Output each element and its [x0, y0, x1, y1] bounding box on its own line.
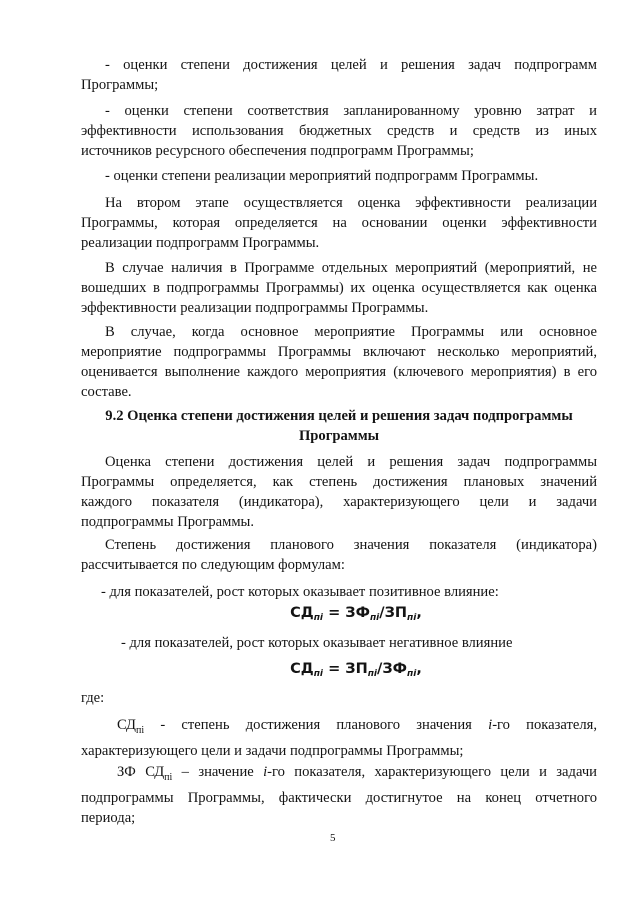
- formula-equals: =: [323, 661, 346, 677]
- definition-actual-value: [81, 762, 597, 828]
- paragraph-activities-assessment: [81, 166, 597, 186]
- paragraph-negative: [81, 633, 597, 653]
- formula-subscript: пі: [367, 669, 378, 679]
- formula-denominator: ЗП: [384, 605, 408, 621]
- formula-lhs: СД: [290, 661, 314, 677]
- paragraph-goals-assessment: [81, 55, 597, 95]
- formula-numerator: ЗП: [345, 661, 368, 677]
- text-line: эффективности использования бюджетных средств и средств из иных: [81, 123, 597, 139]
- formula-slash: /: [377, 661, 383, 677]
- definition-italic: і: [488, 717, 493, 733]
- formula-slash: /: [379, 605, 385, 621]
- text-line: В случае, когда основное мероприятие Программы или основное: [105, 324, 597, 340]
- definition-text: -го показателя, характеризующего цели и задачи: [267, 764, 597, 780]
- text-line: - для показателей, рост которых оказывает негативное влияние: [121, 635, 513, 651]
- paragraph-second-stage: [81, 193, 597, 253]
- text-line: - для показателей, рост которых оказывает позитивное влияние:: [101, 584, 499, 600]
- formula-positive: [256, 603, 456, 628]
- paragraph-cost-assessment: [81, 101, 597, 161]
- page-number: 5: [330, 832, 336, 844]
- formula-tail: ,: [416, 605, 422, 621]
- text-line: подпрограммы Программы, фактически достигнутое на конец отчетного: [81, 789, 597, 806]
- formula-subscript: пі: [407, 613, 417, 623]
- paragraph-assessment-definition: [81, 452, 597, 532]
- text-line: [81, 762, 597, 788]
- definition-text: – значение: [172, 764, 264, 780]
- definition-text: -го показателя,: [492, 717, 598, 733]
- definition-term-subscript: пі: [135, 724, 145, 736]
- text-line: вошедших в подпрограммы Программы) их оценка осуществляется как оценка: [81, 280, 597, 296]
- formula-equals: =: [323, 605, 346, 621]
- definition-term: СД: [117, 717, 136, 733]
- text-line: Оценка степени достижения целей и решения задач подпрограммы: [105, 454, 597, 470]
- formula-numerator: ЗФ: [345, 605, 370, 621]
- text-line: подпрограммы Программы.: [81, 514, 255, 530]
- text-line: [81, 715, 597, 741]
- text-line: - оценки степени достижения целей и решения задач подпрограмм: [105, 57, 597, 73]
- text-line: - оценки степени реализации мероприятий подпрограмм Программы.: [105, 168, 539, 184]
- formula-tail: ,: [416, 661, 422, 677]
- paragraph-separate-activities: [81, 258, 597, 318]
- text-line: мероприятие подпрограммы Программы включают несколько мероприятий,: [81, 344, 597, 360]
- text-line: Программы, которая определяется на основании оценки эффективности: [81, 215, 597, 231]
- formula-subscript: пі: [313, 669, 324, 679]
- paragraph-formula-intro: [81, 535, 597, 575]
- paragraph-positive: [81, 582, 597, 602]
- text-line: периода;: [81, 809, 136, 826]
- text-line: оценивается выполнение каждого мероприятия (ключевого мероприятия) в его: [81, 364, 597, 380]
- definition-text: - степень достижения планового значения: [144, 717, 489, 733]
- text-line: составе.: [81, 384, 132, 400]
- text-line: характеризующего цели и задачи подпрограммы Программы;: [81, 742, 464, 759]
- formula-denominator: ЗФ: [382, 661, 408, 677]
- text-line: В случае наличия в Программе отдельных мероприятий (мероприятий, не: [105, 260, 597, 276]
- paragraph-main-activity: [81, 322, 597, 402]
- text-line: каждого показателя (индикатора), характеризующего цели и задачи: [81, 494, 597, 510]
- formula-subscript: пі: [369, 613, 380, 623]
- text-line: Программы определяется, как степень достижения плановых значений: [81, 474, 597, 490]
- definition-italic: і: [263, 764, 268, 780]
- section-heading: [81, 406, 597, 446]
- formula-lhs: СД: [290, 605, 314, 621]
- formula-subscript: пі: [313, 613, 324, 623]
- text-line: эффективности реализации подпрограммы Программы.: [81, 300, 429, 316]
- text-line: Программы;: [81, 77, 159, 93]
- text-line: - оценки степени соответствия запланированному уровню затрат и: [105, 103, 597, 119]
- text-line: рассчитывается по следующим формулам:: [81, 557, 345, 573]
- formula-subscript: пі: [407, 669, 417, 679]
- paragraph-where: [81, 688, 597, 708]
- section-heading-line: Программы: [298, 428, 380, 444]
- text-line: где:: [81, 690, 105, 706]
- text-line: источников ресурсного обеспечения подпрограмм Программы;: [81, 143, 474, 159]
- text-line: На втором этапе осуществляется оценка эффективности реализации: [105, 195, 597, 211]
- definition-term: ЗФ СД: [117, 764, 165, 780]
- definition-achievement-degree: [81, 715, 597, 761]
- formula-negative: [256, 659, 456, 684]
- section-heading-line: 9.2 Оценка степени достижения целей и решения задач подпрограммы: [105, 408, 573, 424]
- text-line: Степень достижения планового значения показателя (индикатора): [105, 537, 597, 553]
- text-line: реализации подпрограмм Программы.: [81, 235, 320, 251]
- definition-term-subscript: пі: [164, 771, 173, 783]
